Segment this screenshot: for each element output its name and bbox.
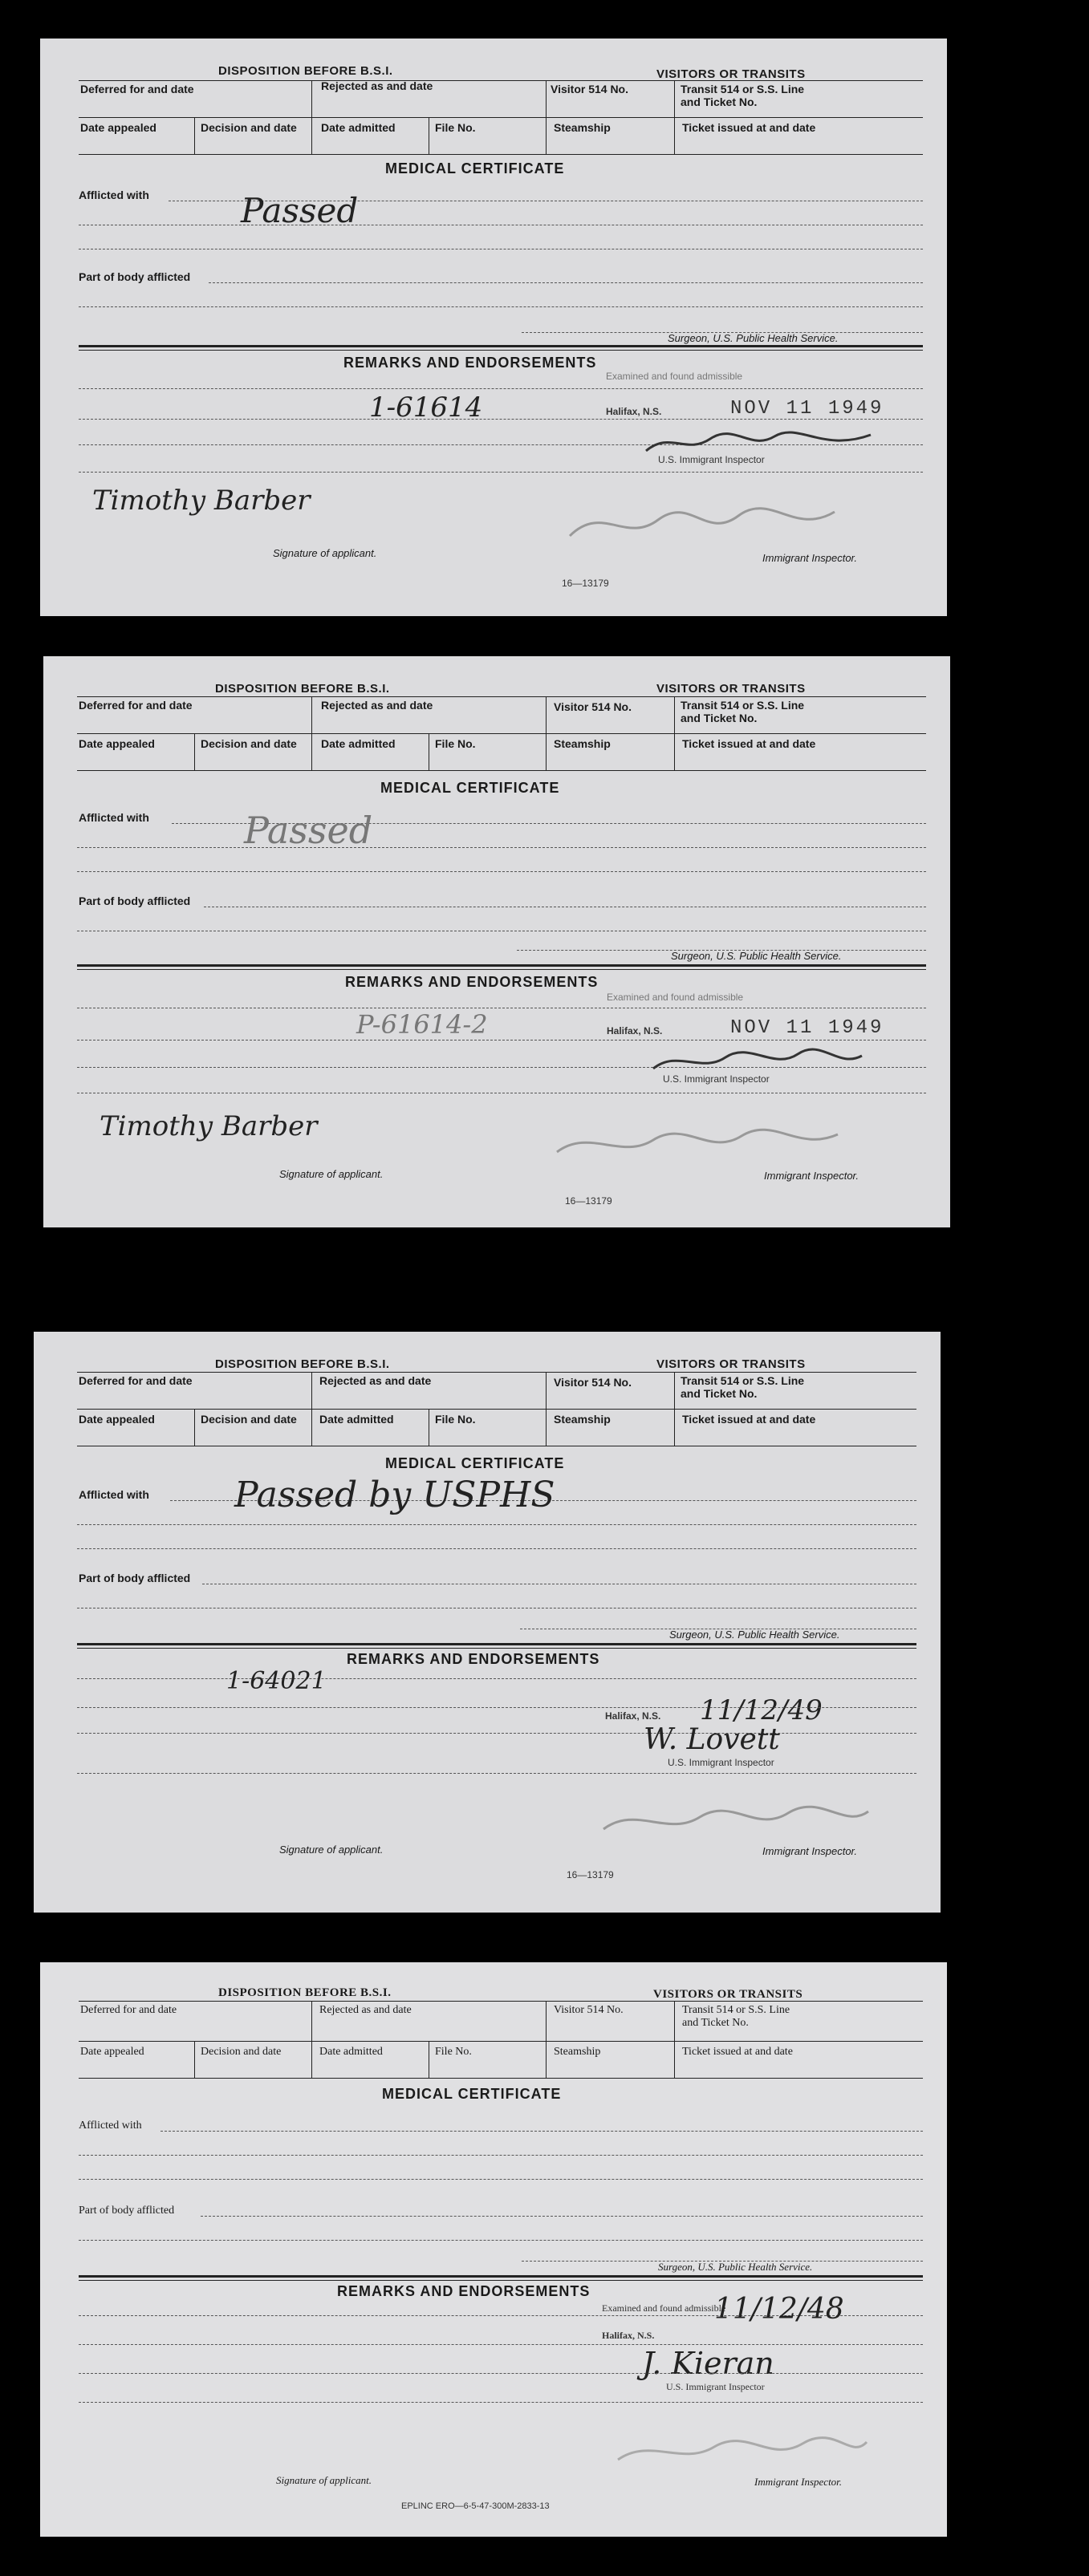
card-3 xyxy=(34,1332,941,1913)
date-admitted-label: Date admitted xyxy=(319,1413,394,1426)
file-reference: P-61614-2 xyxy=(356,1009,488,1040)
transit-514-label: Transit 514 or S.S. Line xyxy=(681,699,805,712)
transit-ticket-label: and Ticket No. xyxy=(681,1387,758,1400)
immigrant-inspector-label: Immigrant Inspector. xyxy=(762,552,858,564)
surgeon-label: Surgeon, U.S. Public Health Service. xyxy=(669,1629,840,1641)
us-inspector-label: U.S. Immigrant Inspector xyxy=(668,1757,774,1768)
visitors-title: VISITORS OR TRANSITS xyxy=(656,67,806,81)
rejected-label: Rejected as and date xyxy=(321,699,433,712)
afflicted-with-label: Afflicted with xyxy=(79,1488,149,1501)
examined-line: Examined and found admissible xyxy=(602,2302,726,2314)
part-of-body-label: Part of body afflicted xyxy=(79,270,191,283)
deferred-label: Deferred for and date xyxy=(79,1374,193,1387)
afflicted-with-label: Afflicted with xyxy=(79,2120,142,2132)
visitor-514-label: Visitor 514 No. xyxy=(554,2004,624,2016)
signature-applicant-label: Signature of applicant. xyxy=(279,1168,384,1180)
medical-certificate-title: MEDICAL CERTIFICATE xyxy=(385,1455,565,1471)
card-2 xyxy=(43,656,950,1227)
visitor-514-label: Visitor 514 No. xyxy=(554,700,632,713)
ticket-issued-label: Ticket issued at and date xyxy=(682,1413,816,1426)
medical-certificate-title: MEDICAL CERTIFICATE xyxy=(380,780,560,796)
immigrant-inspector-label: Immigrant Inspector. xyxy=(762,1845,858,1857)
file-no-label: File No. xyxy=(435,121,476,134)
inspector-signature: W. Lovett xyxy=(644,1723,780,1756)
date-appealed-label: Date appealed xyxy=(79,737,155,750)
date-admitted-label: Date admitted xyxy=(321,737,396,750)
medical-note: Passed xyxy=(244,809,373,852)
deferred-label: Deferred for and date xyxy=(79,699,193,712)
date-appealed-label: Date appealed xyxy=(80,121,156,134)
halifax-label: Halifax, N.S. xyxy=(607,1025,663,1036)
surgeon-label: Surgeon, U.S. Public Health Service. xyxy=(671,950,842,962)
decision-date-label: Decision and date xyxy=(201,121,297,134)
transit-514-label: Transit 514 or S.S. Line xyxy=(681,1374,805,1387)
visitor-514-label: Visitor 514 No. xyxy=(551,83,629,95)
file-no-label: File No. xyxy=(435,1413,476,1426)
ticket-issued-label: Ticket issued at and date xyxy=(682,737,816,750)
us-inspector-label: U.S. Immigrant Inspector xyxy=(666,2381,765,2392)
disposition-title: DISPOSITION BEFORE B.S.I. xyxy=(218,64,393,78)
deferred-label: Deferred for and date xyxy=(80,2004,177,2016)
examined-line: Examined and found admissible xyxy=(606,371,743,382)
disposition-title: DISPOSITION BEFORE B.S.I. xyxy=(215,682,390,696)
medical-note: Passed xyxy=(241,191,359,230)
file-no-label: File No. xyxy=(435,2046,472,2058)
form-number: EPLINC ERO—6-5-47-300M-2833-13 xyxy=(401,2501,550,2511)
halifax-label: Halifax, N.S. xyxy=(606,406,662,417)
transit-ticket-label: and Ticket No. xyxy=(681,712,758,724)
decision-date-label: Decision and date xyxy=(201,737,297,750)
transit-514-label: Transit 514 or S.S. Line xyxy=(681,83,805,95)
inspector-signature: J. Kieran xyxy=(642,2346,774,2381)
disposition-title: DISPOSITION BEFORE B.S.I. xyxy=(218,1986,392,1999)
date-stamp: 11/12/49 xyxy=(700,1694,823,1726)
date-stamp: NOV 11 1949 xyxy=(730,1017,884,1039)
immigrant-inspector-signature xyxy=(554,496,843,552)
halifax-label: Halifax, N.S. xyxy=(605,1710,661,1722)
deferred-label: Deferred for and date xyxy=(80,83,194,95)
us-inspector-label: U.S. Immigrant Inspector xyxy=(658,454,765,465)
form-number: 16—13179 xyxy=(562,578,609,589)
file-no-label: File No. xyxy=(435,737,476,750)
date-appealed-label: Date appealed xyxy=(79,1413,155,1426)
us-inspector-label: U.S. Immigrant Inspector xyxy=(663,1073,770,1085)
ticket-issued-label: Ticket issued at and date xyxy=(682,2046,793,2058)
date-stamp: NOV 11 1949 xyxy=(730,398,884,420)
visitors-title: VISITORS OR TRANSITS xyxy=(653,1988,803,2001)
decision-date-label: Decision and date xyxy=(201,1413,297,1426)
rejected-label: Rejected as and date xyxy=(321,79,433,92)
transit-ticket-label: and Ticket No. xyxy=(682,2017,749,2029)
remarks-title: REMARKS AND ENDORSEMENTS xyxy=(343,355,597,371)
steamship-label: Steamship xyxy=(554,1413,611,1426)
transit-ticket-label: and Ticket No. xyxy=(681,95,758,108)
rejected-label: Rejected as and date xyxy=(319,1374,432,1387)
disposition-title: DISPOSITION BEFORE B.S.I. xyxy=(215,1357,390,1371)
steamship-label: Steamship xyxy=(554,121,611,134)
afflicted-with-label: Afflicted with xyxy=(79,811,149,824)
date-admitted-label: Date admitted xyxy=(321,121,396,134)
decision-date-label: Decision and date xyxy=(201,2046,282,2058)
surgeon-label: Surgeon, U.S. Public Health Service. xyxy=(668,332,839,344)
surgeon-label: Surgeon, U.S. Public Health Service. xyxy=(658,2261,813,2273)
date-admitted-label: Date admitted xyxy=(319,2046,383,2058)
ticket-issued-label: Ticket issued at and date xyxy=(682,121,816,134)
visitors-title: VISITORS OR TRANSITS xyxy=(656,1357,806,1371)
immigrant-inspector-label: Immigrant Inspector. xyxy=(764,1170,859,1182)
medical-certificate-title: MEDICAL CERTIFICATE xyxy=(385,160,565,176)
immigrant-inspector-signature xyxy=(587,1797,876,1845)
afflicted-with-label: Afflicted with xyxy=(79,189,149,201)
remarks-title: REMARKS AND ENDORSEMENTS xyxy=(347,1651,600,1667)
immigrant-inspector-signature xyxy=(602,2428,875,2476)
remarks-title: REMARKS AND ENDORSEMENTS xyxy=(345,974,599,990)
date-stamp: 11/12/48 xyxy=(714,2293,844,2326)
halifax-label: Halifax, N.S. xyxy=(602,2330,655,2341)
part-of-body-label: Part of body afflicted xyxy=(79,895,191,907)
remarks-title: REMARKS AND ENDORSEMENTS xyxy=(337,2283,591,2299)
visitors-title: VISITORS OR TRANSITS xyxy=(656,682,806,696)
transit-514-label: Transit 514 or S.S. Line xyxy=(682,2004,790,2016)
file-reference: 1-61614 xyxy=(369,391,483,424)
form-number: 16—13179 xyxy=(565,1195,612,1207)
part-of-body-label: Part of body afflicted xyxy=(79,1572,191,1584)
part-of-body-label: Part of body afflicted xyxy=(79,2205,175,2217)
medical-note: Passed by USPHS xyxy=(234,1475,555,1515)
signature-applicant-label: Signature of applicant. xyxy=(279,1844,384,1856)
immigrant-inspector-label: Immigrant Inspector. xyxy=(754,2476,843,2488)
card-4 xyxy=(40,1962,947,2537)
card-1 xyxy=(40,39,947,616)
file-reference: 1-64021 xyxy=(226,1667,327,1695)
signature-applicant-label: Signature of applicant. xyxy=(276,2474,372,2486)
examined-line: Examined and found admissible xyxy=(607,992,744,1003)
applicant-signature: Timothy Barber xyxy=(100,1110,318,1142)
steamship-label: Steamship xyxy=(554,737,611,750)
signature-applicant-label: Signature of applicant. xyxy=(273,547,377,559)
form-number: 16—13179 xyxy=(567,1869,614,1880)
visitor-514-label: Visitor 514 No. xyxy=(554,1376,632,1389)
applicant-signature: Timothy Barber xyxy=(92,485,311,517)
rejected-label: Rejected as and date xyxy=(319,2004,412,2016)
immigrant-inspector-signature xyxy=(541,1120,846,1168)
date-appealed-label: Date appealed xyxy=(80,2046,144,2058)
steamship-label: Steamship xyxy=(554,2046,601,2058)
medical-certificate-title: MEDICAL CERTIFICATE xyxy=(382,2086,562,2102)
